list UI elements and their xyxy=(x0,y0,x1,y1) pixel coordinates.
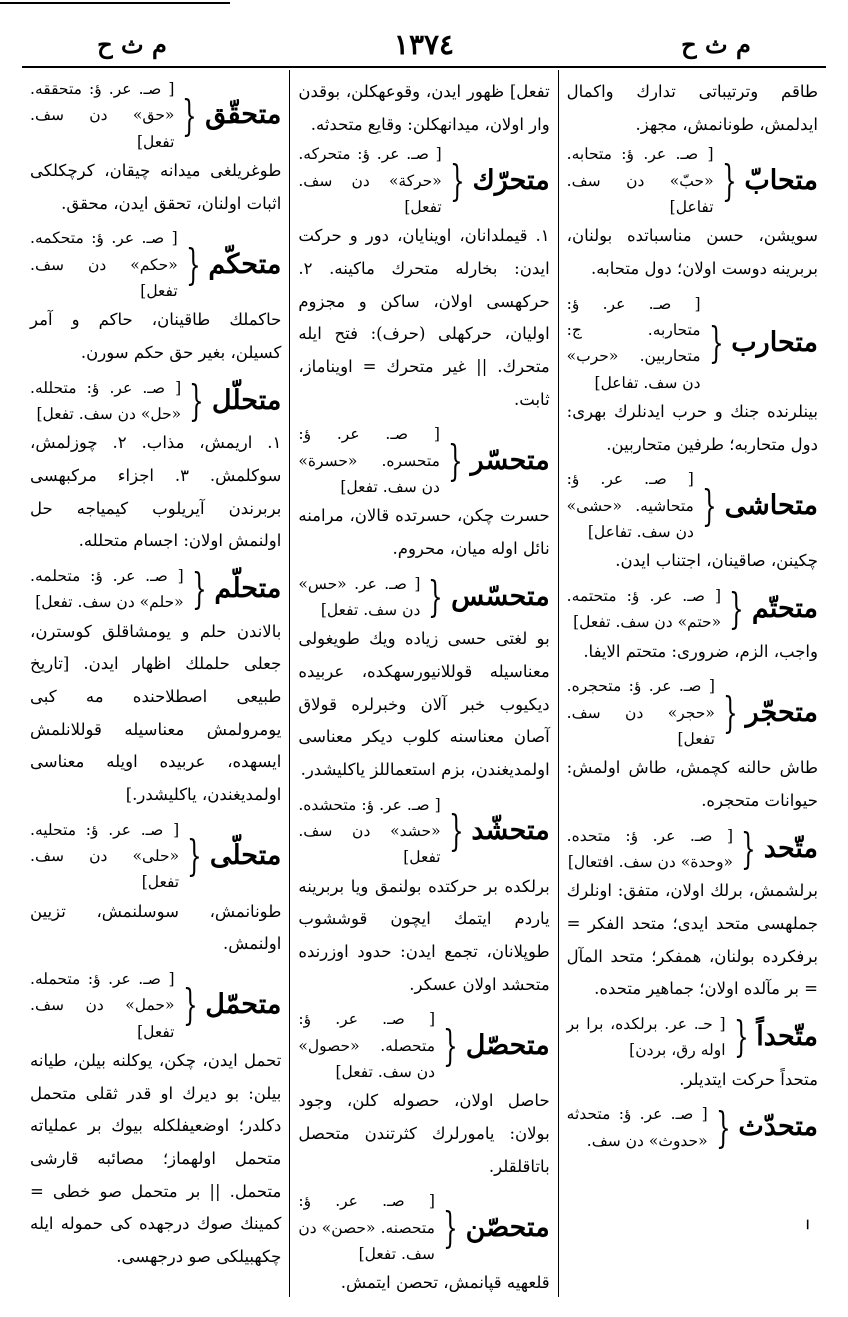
headword: متّحد xyxy=(763,832,818,864)
dictionary-entry xyxy=(567,673,818,817)
brace-icon: { xyxy=(187,831,202,881)
grammar-note: [ صـ. عر. ؤ: متحلله. «حل» دن سف. تفعل] xyxy=(30,378,182,424)
headword: متحكّم xyxy=(208,248,282,280)
definition: ١. قيملدانان، اوينايان، دور و حركت ايدن: بخارله متحرك ماكينه. ٢. حركهسى اولان، ساكن و مجزوم اوليان، حركهلى (حرف): فتح ايله متحرك. || غير متحرك = اويناماز، ثابت. xyxy=(298,226,550,409)
definition: ١. اريمش، مذاب. ٢. چوزلمش، سوكلمش. ٣. اجزاء مركبهسى بربرندن آيريلوب كيمياجه حل اولنمش اولان: اجسام متحلله. xyxy=(30,433,282,551)
grammar-note: [ صـ. عر. ؤ: متحاشيه. «حشى» دن سف. تفاعل] xyxy=(566,470,694,542)
definition: واجب، الزم، ضرورى: متحتم الايفا. xyxy=(583,641,818,661)
grammar-note: [ صـ. عر. «حس» دن سف. تفعل] xyxy=(298,574,421,619)
headword: متحلّل xyxy=(211,384,282,416)
column-middle xyxy=(290,70,558,1297)
headword: متحابّ xyxy=(744,164,818,196)
grammar-note: [ صـ. عر. ؤ: متحلمه. «حلم» دن سف. تفعل] xyxy=(30,567,184,612)
continuation-text: طاقم وترتيباتى تدارك واكمال ايدلمش، طونانمش، مجهز. xyxy=(566,82,818,134)
brace-icon: { xyxy=(715,1102,731,1152)
page-header xyxy=(22,22,826,66)
definition: حسرت چكن، حسرتده قالان، مرامنه نائل اوله ميان، محروم. xyxy=(298,506,550,558)
dictionary-entry xyxy=(567,1101,818,1154)
header-rule xyxy=(22,66,826,68)
brace-icon: { xyxy=(729,584,744,634)
column-right xyxy=(559,70,826,1297)
dictionary-entry xyxy=(30,966,281,1274)
header-right-letters: م ث ح xyxy=(681,29,751,59)
grammar-note: [ حـ. عر. برلكده، برا بر اوله رق، بردن] xyxy=(566,1015,726,1060)
definition: حاكملك طاقينان، حاكم و آمر كسيلن، بغير حق حكم سورن. xyxy=(30,310,282,363)
definition: طوغريلغى ميدانه چيقان، كرچكلكى اثبات اولنان، تحقق ايدن، محقق. xyxy=(30,161,282,213)
brace-icon: { xyxy=(448,806,464,856)
headword: متحارب xyxy=(731,327,818,359)
dictionary-entry xyxy=(30,563,281,812)
grammar-note: [ صـ. عر. ؤ: متحليه. «حلى» دن سف. تفعل] xyxy=(30,820,180,892)
definition: برلشمش، برلك اولان، متفق: اونلرك جملهسى متحد ايدى؛ متحد الفكر = برفكرده بولنان، همفكر؛ متحد المآل = بر مآلده اولان؛ جماهير متحده. xyxy=(566,881,818,999)
grammar-note: [ صـ. عر. ؤ: متحاربه. ج: متحاربين. «حرب» دن سف. تفاعل] xyxy=(566,294,701,392)
continuation-text: تفعل] ظهور ايدن، وقوعهكلن، بوقدن وار اولان، ميدانهكلن: وقايع متحدثه. xyxy=(298,82,550,134)
dictionary-entry xyxy=(567,466,818,578)
grammar-note: [ صـ. عر. ؤ: متحمله. «حمل» دن سف. تفعل] xyxy=(30,969,175,1041)
page-number: ١٣٧٤ xyxy=(393,27,455,61)
brace-icon: { xyxy=(182,90,198,140)
dictionary-entry xyxy=(298,571,549,787)
dictionary-columns xyxy=(22,70,826,1297)
definition: بو لغتى حسى زياده ويك طويغولى معناسيله قوللانيورسهكده، عربيده ديكيوب خبر آلان وخبرلره قولاق آصان معناسنه كلوب ديكر معناسى اولمديغندن، بزم استعماللز ياكليشدر. xyxy=(298,629,550,779)
definition: طونانمش، سوسلنمش، تزيين اولنمش. xyxy=(30,901,282,954)
brace-icon: { xyxy=(733,1012,749,1062)
dictionary-entry xyxy=(567,291,818,462)
brace-icon: { xyxy=(191,564,207,614)
dictionary-entry xyxy=(298,1006,549,1183)
grammar-note: [ صـ. عر. ؤ: متحابه. «حبّ» دن سف. تفاعل] xyxy=(566,145,714,216)
brace-icon: { xyxy=(428,571,444,621)
brace-icon: { xyxy=(701,480,717,530)
headword: متحمّل xyxy=(205,989,282,1021)
dictionary-entry xyxy=(298,141,549,416)
grammar-note: [ صـ. عر. ؤ: متحجره. «حجر» دن سف. تفعل] xyxy=(566,677,715,749)
dictionary-entry xyxy=(567,141,818,285)
headword: متّحداً xyxy=(756,1021,818,1053)
grammar-note: [ صـ. عر. ؤ: متحشده. «حشد» دن سف. تفعل] xyxy=(298,795,441,867)
definition: قلعهيه قپانمش، تحصن ايتمش. xyxy=(340,1273,550,1293)
corner-rule xyxy=(0,2,230,4)
column-left xyxy=(22,70,290,1297)
brace-icon: { xyxy=(722,687,738,737)
grammar-note: [ صـ. عر. ؤ: متحتمه. «حتم» دن سف. تفعل] xyxy=(566,587,722,632)
grammar-note: [ صـ. عر. ؤ: متحده. «وحدة» دن سف. افتعال] xyxy=(566,826,734,872)
brace-icon: { xyxy=(708,318,724,368)
headword: متحتّم xyxy=(751,593,818,625)
headword: متحصّن xyxy=(465,1211,550,1243)
headword: متحاشى xyxy=(724,489,818,521)
definition: طاش حالنه كچمش، طاش اولمش: حيوانات متحجره. xyxy=(566,758,818,811)
headword: متحدّث xyxy=(738,1111,818,1143)
dictionary-entry xyxy=(567,583,818,668)
margin-mark: ا xyxy=(806,1218,810,1232)
headword: متحرّك xyxy=(472,164,550,196)
grammar-note: [ صـ. عر. ؤ: متحسره. «حسرة» دن سف. تفعل] xyxy=(298,425,440,496)
brace-icon: { xyxy=(185,239,201,289)
brace-icon: { xyxy=(741,824,756,874)
headword: متحشّد xyxy=(471,814,550,846)
brace-icon: { xyxy=(447,435,463,485)
brace-icon: { xyxy=(443,1020,458,1070)
dictionary-entry xyxy=(298,792,549,1002)
headword: متحسّس xyxy=(451,580,550,612)
brace-icon: { xyxy=(449,155,465,205)
headword: متحلّم xyxy=(214,573,282,605)
grammar-note: [ صـ. عر. ؤ: متحققه. «حق» دن سف. تفعل] xyxy=(30,80,175,151)
grammar-note: [ صـ. عر. ؤ: متحكمه. «حكم» دن سف. تفعل] xyxy=(30,229,178,301)
headword: متحصّل xyxy=(465,1029,550,1061)
definition: چكينن، صاقينان، اجتناب ايدن. xyxy=(615,551,818,571)
definition: بينلرنده جنك و حرب ايدنلرك بهرى: دول متحاربه؛ طرفين متحاربين. xyxy=(566,402,818,454)
headword: متحجّر xyxy=(745,696,818,728)
definition: تحمل ايدن، چكن، يوكلنه بيلن، طيانه بيلن: بو ديرك او قدر ثقلى متحمل دكلدر؛ اوضعيفلكله بيوك بر عملياته متحمل اولهماز؛ مصائبه قارشى متحمل. || بر متحمل صو خطى = كمينك صوك درجهده كى حموله ايله چكهبيلكى صو درجهسى. xyxy=(30,1051,282,1266)
definition: حاصل اولان، حصوله كلن، وجود بولان: يامورلرك كثرتندن متحصل باتاقلقلر. xyxy=(298,1091,550,1176)
dictionary-entry xyxy=(30,225,281,369)
dictionary-entry xyxy=(298,421,549,565)
brace-icon: { xyxy=(189,376,204,426)
definition: بالاندن حلم و يومشاقلق كوسترن، جعلى حلملك اظهار ايدن. [تاريخ طبيعى اصطلاحنده مه كبى يومرولمش معناسيله قوللانلمش ايسهده، عربيده اويله معناسى اولمديغندن، ياكليشدر.] xyxy=(30,621,282,804)
header-left-letters: م ث ح xyxy=(97,29,167,59)
grammar-note: [ صـ. عر. ؤ: متحصله. «حصول» دن سف. تفعل] xyxy=(298,1010,436,1081)
dictionary-entry xyxy=(567,823,818,1006)
dictionary-entry xyxy=(567,1011,818,1096)
brace-icon: { xyxy=(442,1202,458,1252)
brace-icon: { xyxy=(182,980,198,1030)
dictionary-entry xyxy=(30,375,281,558)
definition: سويشن، حسن مناسباتده بولنان، بربرينه دوست اولان؛ دول متحابه. xyxy=(566,226,818,278)
headword: متحسّر xyxy=(470,444,550,476)
grammar-note: [ صـ. عر. ؤ: متحصنه. «حصن» دن سف. تفعل] xyxy=(298,1192,435,1263)
dictionary-entry xyxy=(30,817,281,961)
brace-icon: { xyxy=(721,155,737,205)
definition: متحداً حركت ايتديلر. xyxy=(679,1069,818,1089)
definition: برلكده بر حركتده بولنمق ويا بربرينه ياردم ايتمك ايچون قوششوب طوپلانان، تجمع ايدن: حدود اوزرنده متحشد اولان عسكر. xyxy=(298,876,550,994)
grammar-note: [ صـ. عر. ؤ: متحركه. «حركة» دن سف. تفعل] xyxy=(298,145,442,216)
dictionary-entry xyxy=(298,1188,549,1297)
dictionary-entry xyxy=(30,76,281,220)
headword: متحقّق xyxy=(205,99,282,131)
grammar-note: [ صـ. عر. ؤ: متحدثه «حدوث» دن سف. xyxy=(566,1105,708,1150)
headword: متحلّى xyxy=(209,839,282,871)
